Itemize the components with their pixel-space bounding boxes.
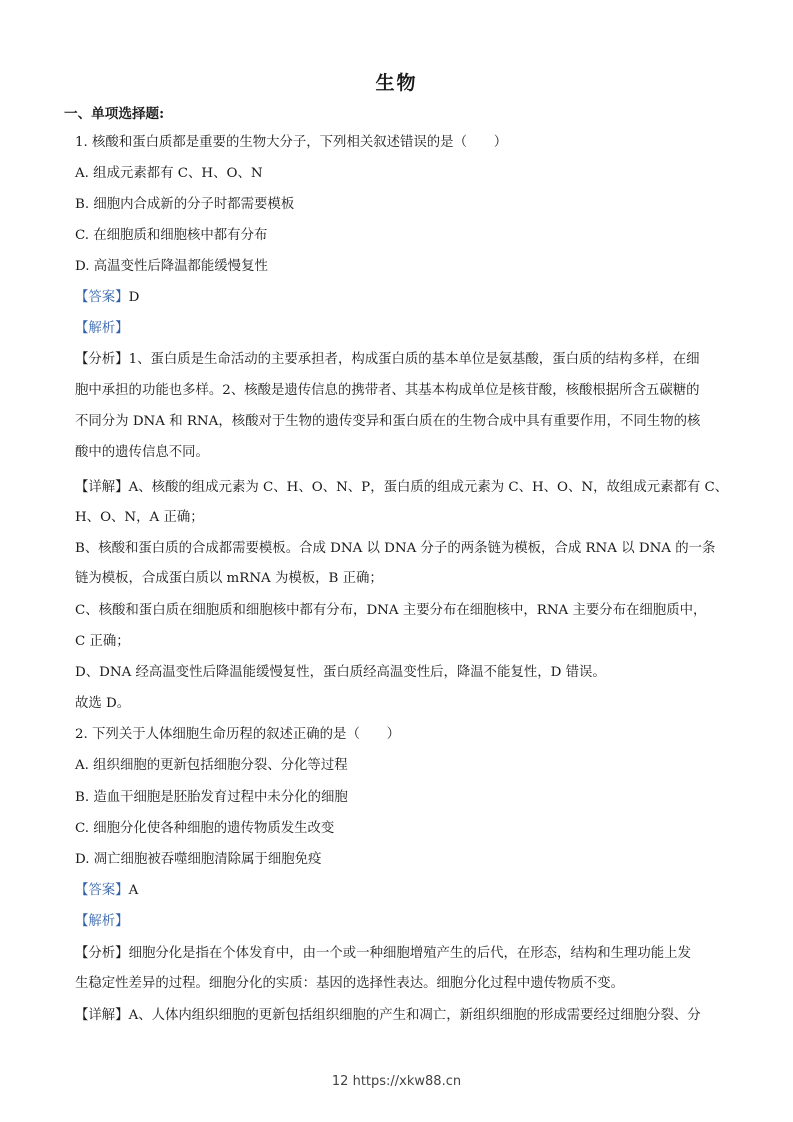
q1-fenxi-line: 酸中的遗传信息不同。: [75, 445, 209, 460]
answer-tag: 【答案】: [75, 883, 129, 898]
q1-answer: [75, 289, 139, 307]
q1-xiangjie-line: 【详解】A、核酸的组成元素为 C、H、O、N、P，蛋白质的组成元素为 C、H、O、N，故组成元素都有 C、: [75, 480, 729, 495]
q1-option-c: C. 在细胞质和细胞核中都有分布: [75, 228, 268, 243]
q1-xiangjie-line: 链为模板，合成蛋白质以 mRNA 为模板，B 正确；: [75, 571, 383, 586]
fenxi-tag: 【分析】: [75, 352, 129, 367]
q1-conclusion: 故选 D。: [75, 696, 131, 711]
q1-xiangjie-line: B、核酸和蛋白质的合成都需要模板。合成 DNA 以 DNA 分子的两条链为模板，合成 RNA 以 DNA 的一条: [75, 541, 716, 556]
q2-answer: [75, 882, 138, 900]
fenxi-tag: 【分析】: [75, 946, 129, 961]
q1-option-d: D. 高温变性后降温都能缓慢复性: [75, 259, 268, 274]
q1-option-b: B. 细胞内合成新的分子时都需要模板: [75, 197, 295, 212]
answer-tag: 【答案】: [75, 290, 129, 305]
q1-fenxi-line: 胞中承担的功能也多样。2、核酸是遗传信息的携带者、其基本构成单位是核苷酸，核酸根据所含五碳糖的: [75, 383, 700, 398]
q1-option-a: A. 组成元素都有 C、H、O、N: [75, 166, 263, 181]
q2-fenxi-line: 生稳定性差异的过程。细胞分化的实质：基因的选择性表达。细胞分化过程中遗传物质不变。: [75, 976, 625, 991]
section-heading: 一、单项选择题:: [64, 106, 165, 122]
page-footer: 12 https://xkw88.cn: [331, 1074, 462, 1089]
answer-value: A: [128, 883, 139, 898]
page-title: 生物: [375, 72, 418, 94]
xiangjie-tag: 【详解】: [75, 480, 129, 495]
q1-xiangjie-line: H、O、N，A 正确；: [75, 510, 204, 525]
q2-stem: 2. 下列关于人体细胞生命历程的叙述正确的是（ ）: [75, 727, 401, 742]
answer-value: D: [128, 290, 140, 305]
q2-option-a: A. 组织细胞的更新包括细胞分裂、分化等过程: [75, 758, 348, 773]
q1-fenxi-line: 不同分为 DNA 和 RNA，核酸对于生物的遗传变异和蛋白质在的生物合成中具有重要作用，不同生物的核: [75, 414, 701, 429]
q2-xiangjie-line: 【详解】A、人体内组织细胞的更新包括组织细胞的产生和凋亡，新组织细胞的形成需要经过细胞分裂、分: [75, 1008, 701, 1023]
q1-fenxi-line: 【分析】1、蛋白质是生命活动的主要承担者，构成蛋白质的基本单位是氨基酸，蛋白质的结构多样，在细: [75, 352, 700, 367]
q2-fenxi-line: 【分析】细胞分化是指在个体发育中，由一个或一种细胞增殖产生的后代，在形态，结构和生理功能上发: [75, 946, 691, 961]
q1-analysis-tag: 【解析】: [75, 321, 129, 336]
q2-option-b: B. 造血干细胞是胚胎发育过程中未分化的细胞: [75, 790, 348, 805]
q1-xiangjie-line: C、核酸和蛋白质在细胞质和细胞核中都有分布，DNA 主要分布在细胞核中，RNA 主要分布在细胞质中，: [75, 603, 707, 618]
q1-stem: 1. 核酸和蛋白质都是重要的生物大分子，下列相关叙述错误的是（ ）: [75, 135, 508, 150]
q2-option-c: C. 细胞分化使各种细胞的遗传物质发生改变: [75, 821, 335, 836]
q1-xiangjie-line: C 正确；: [75, 634, 130, 649]
xiangjie-tag: 【详解】: [75, 1008, 129, 1023]
q2-option-d: D. 凋亡细胞被吞噬细胞清除属于细胞免疫: [75, 852, 322, 867]
q2-analysis-tag: 【解析】: [75, 914, 129, 929]
q1-xiangjie-line: D、DNA 经高温变性后降温能缓慢复性，蛋白质经高温变性后，降温不能复性，D 错误。: [75, 665, 606, 680]
